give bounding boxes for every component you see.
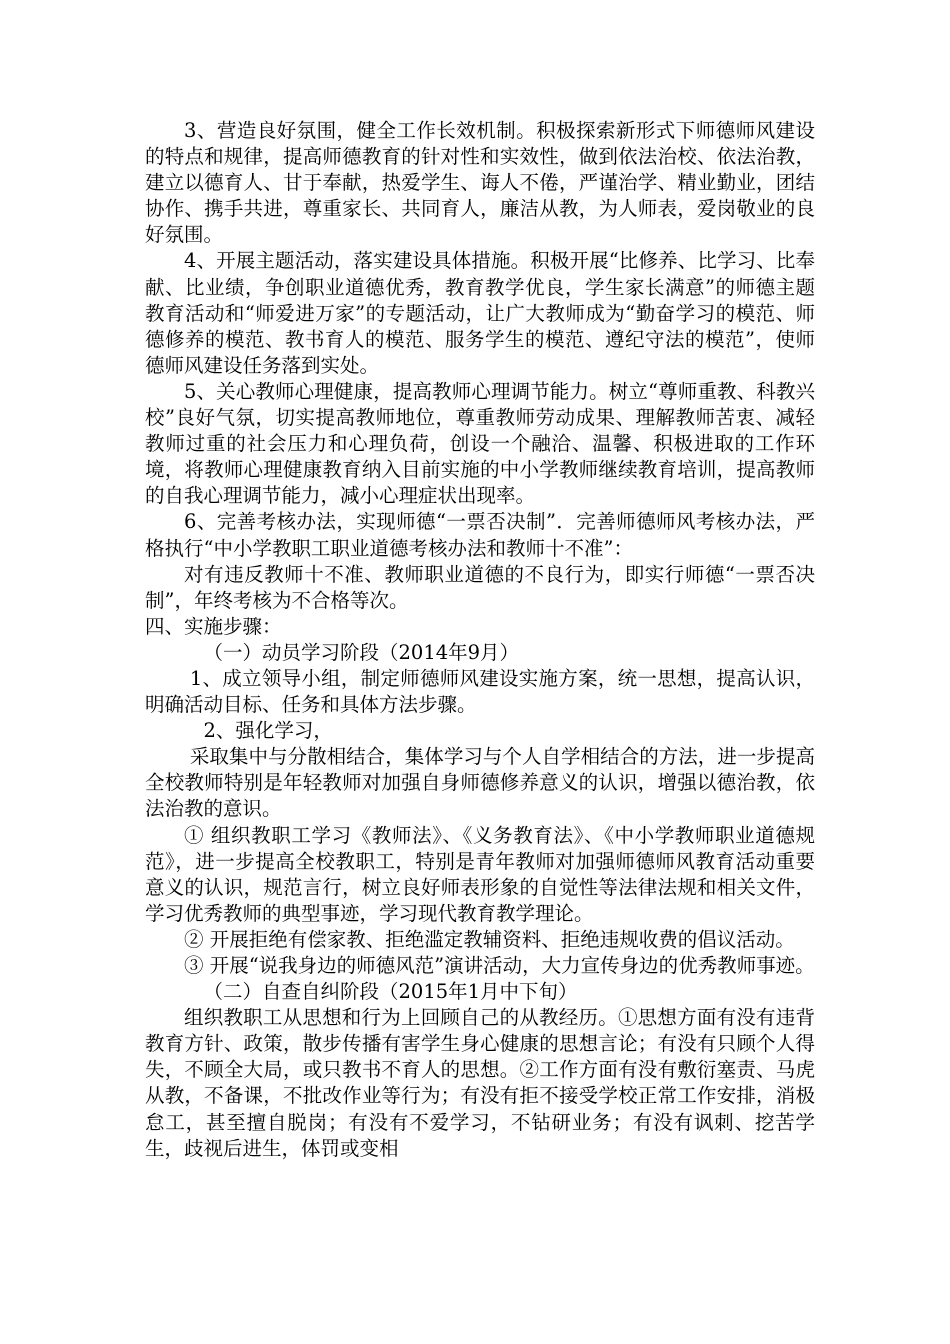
step-item-2: 2、强化学习， (203, 719, 333, 743)
paragraph-item-6: 6、完善考核办法，实现师德“一票否决制”．完善师德师风考核办法，严格执行“中小学教职工职业道德考核办法和教师十不准”： (145, 510, 815, 560)
document-body (145, 118, 815, 1162)
paragraph-item-4: 4、开展主题活动，落实建设具体措施。积极开展“比修养、比学习、比奉献、比业绩，争创职业道德优秀，教育教学优良，学生家长满意”的师德主题教育活动和“师爱进万家”的专题活动，让广大教师成为“勤奋学习的模范、师德修养的模范、教书育人的模范、服务学生的模范、遵纪守法的模范”，使师德师风建设任务落到实处。 (145, 249, 815, 377)
paragraph-circled-1: ① 组织教职工学习《教师法》、《义务教育法》、《中小学教师职业道德规范》，进一步提高全校教职工，特别是青年教师对加强师德师风教育活动重要意义的认识，规范言行，树立良好师表形象的自觉性等法律法规和相关文件，学习优秀教师的典型事迹，学习现代教育教学理论。 (145, 823, 815, 925)
paragraph-item-3: 3、营造良好氛围，健全工作长效机制。积极探索新形式下师德师风建设的特点和规律，提高师德教育的针对性和实效性，做到依法治校、依法治教，建立以德育人、甘于奉献，热爱学生、诲人不倦，严谨治学、精业勤业，团结协作、携手共进，尊重家长、共同育人，廉洁从教，为人师表，爱岗敬业的良好氛围。 (145, 119, 815, 247)
paragraph-circled-3: ③ 开展“说我身边的师德风范”演讲活动，大力宣传身边的优秀教师事迹。 (184, 954, 815, 977)
paragraph-study-method: 采取集中与分散相结合，集体学习与个人自学相结合的方法，进一步提高全校教师特别是年轻教师对加强自身师德修养意义的认识，增强以德治教，依法治教的意识。 (145, 745, 815, 821)
stage-heading-mobilization: （一）动员学习阶段（2014年9月） (203, 640, 520, 664)
paragraph-veto-rule: 对有违反教师十不准、教师职业道德的不良行为，即实行师德“一票否决制”，年终考核为不合格等次。 (145, 562, 815, 612)
stage-heading-self-check: （二）自查自纠阶段（2015年1月中下旬） (203, 980, 578, 1004)
paragraph-item-5: 5、关心教师心理健康，提高教师心理调节能力。树立“尊师重教、科教兴校”良好气氛，切实提高教师地位，尊重教师劳动成果、理解教师苦衷、减轻教师过重的社会压力和心理负荷，创设一个融洽、温馨、积极进取的工作环境，将教师心理健康教育纳入目前实施的中小学教师继续教育培训，提高教师的自我心理调节能力，减小心理症状出现率。 (145, 379, 815, 508)
section-heading-steps: 四、实施步骤： (145, 614, 282, 638)
step-item-1: 1、成立领导小组，制定师德师风建设实施方案，统一思想，提高认识，明确活动目标、任务和具体方法步骤。 (145, 666, 815, 717)
paragraph-self-check: 组织教职工从思想和行为上回顾自己的从教经历。①思想方面有没有违背教育方针、政策，散步传播有害学生身心健康的思想言论；有没有只顾个人得失，不顾全大局，或只教书不育人的思想。②工作方面有没有敷衍塞责、马虎从教，不备课，不批改作业等行为；有没有拒不接受学校正常工作安排，消极怠工，甚至擅自脱岗；有没有不爱学习，不钻研业务；有没有讽刺、挖苦学生，歧视后进生，体罚或变相 (145, 1006, 815, 1160)
paragraph-circled-2: ② 开展拒绝有偿家教、拒绝滥定教辅资料、拒绝违规收费的倡议活动。 (184, 927, 795, 951)
